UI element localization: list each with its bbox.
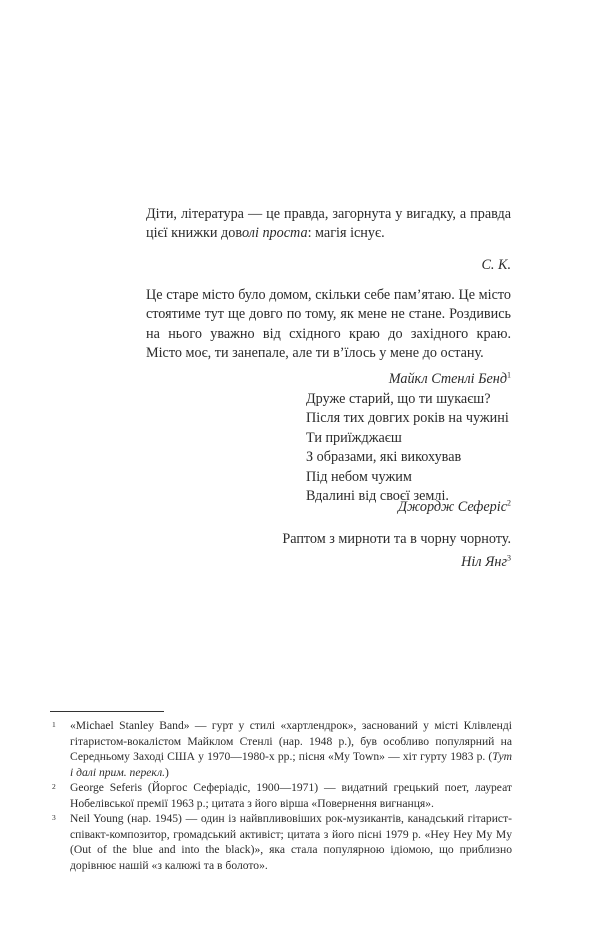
epigraph-neil-young (146, 530, 511, 573)
footnote-1 (50, 718, 512, 780)
attribution-name: Ніл Янг (461, 554, 507, 571)
attribution-name: Джордж Сеферіс (398, 499, 507, 515)
poem-line: Після тих довгих років на чужині (306, 410, 509, 427)
epigraph-attribution (146, 370, 511, 389)
footnote-ref[interactable]: 1 (507, 369, 511, 379)
footnote-text: Neil Young (нар. 1945) — один із найвпливовіших рок-музикантів, канадський гітарист-співакт-композитор, громадський активіст; цитата з його пісні 1979 р. «Hey Hey My My (Out of the blue and into the black)», яка стала популярною ідіомою, що приблизно дорівнює нашій «з калюжі та в болото». (70, 812, 512, 872)
attribution-name: Майкл Стенлі Бенд (388, 370, 507, 387)
footnote-text (70, 718, 512, 780)
epigraph-attribution (146, 553, 511, 572)
epigraph-italic-part: олі проста (242, 225, 308, 242)
footnote-ref[interactable]: 3 (507, 553, 511, 563)
footnote-number: 1 (52, 720, 56, 729)
epigraph-text-part: Діти, література — це правда, загорнута у вигадку, а правда цієї книжки дов (146, 206, 511, 242)
poem-line: Ти приїжджаєш (306, 429, 402, 446)
footnote-text-body: «Michael Stanley Band» — гурт у стилі «хартлендрок», заснований у місті Клівленді гітаристом-вокалістом Майклом Стенлі (нар. 1948 р.), був особливо популярний на Середньому Заході США у 1970—1980-х рр.; пісня «My Town» — хіт гурту 1983 р. ( (70, 719, 512, 764)
epigraph-michael-stanley (146, 286, 511, 389)
epigraph-poem-seferis (306, 390, 509, 506)
epigraph-attribution: С. К. (481, 256, 511, 273)
epigraph-attribution-seferis-wrap (146, 498, 511, 517)
footnote-text-end: ) (165, 765, 169, 779)
epigraph-attribution (146, 498, 511, 517)
footnote-number: 2 (52, 782, 56, 791)
footnote-italic: Тут і далі прим. перекл. (70, 750, 512, 779)
epigraph-author-note (146, 205, 511, 275)
footnote-text: George Seferis (Йоргос Сеферіадіс, 1900—1971) — видатний грецький поет, лауреат Нобелівської премії 1963 р.; цитата з його вірша «Повернення вигнанця». (70, 781, 512, 810)
poem-line: Під небом чужим (306, 468, 412, 485)
epigraph-text (146, 205, 511, 244)
epigraph-text: Раптом з мирноти та в чорну чорноту. (282, 531, 511, 547)
poem-line: Друже старий, що ти шукаєш? (306, 391, 491, 407)
footnote-divider (50, 711, 164, 712)
poem-line: Вдалині від своєї землі. (306, 488, 449, 505)
footnote-ref[interactable]: 2 (507, 498, 511, 508)
poem-line: З образами, які викохував (306, 449, 462, 466)
epigraph-text-end: : магія існує. (307, 225, 385, 242)
footnote-2 (50, 780, 512, 811)
epigraph-text: Це старе місто було домом, скільки себе пам’ятаю. Це місто стоятиме тут ще довго по тому, як мене не стане. Роздивись на нього уважно від східного краю до західного краю. Місто моє, ти занепале, але ти в’їлось у мене до остану. (146, 287, 511, 362)
footnote-number: 3 (52, 813, 56, 822)
footnote-3 (50, 811, 512, 873)
